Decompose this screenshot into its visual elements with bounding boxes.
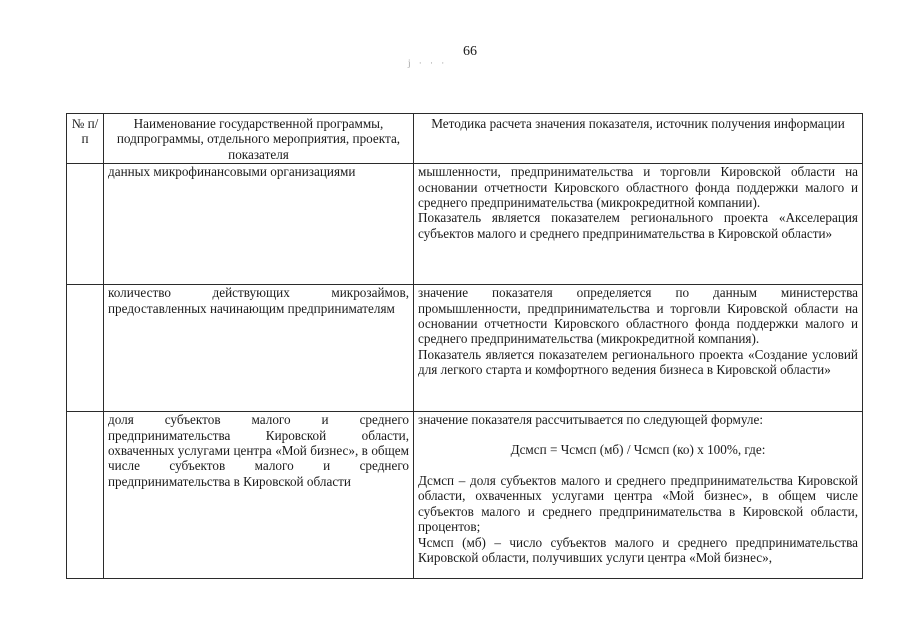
formula: Дсмсп = Чсмсп (мб) / Чсмсп (ко) х 100%, где: xyxy=(510,441,766,457)
methodology-cell xyxy=(414,285,863,412)
header-number: № п/п xyxy=(67,114,104,164)
header-program-name: Наименование государственной программы, подпрограммы, отдельного мероприятия, проекта, показателя xyxy=(104,114,414,164)
methodology-paragraph: Дсмсп – доля субъектов малого и среднего предпринимательства Кировской области, охваченных услугами центра «Мой бизнес», в общем числе субъектов малого и среднего предпринимательства в Кировской области, процентов; xyxy=(418,473,858,535)
indicator-name-cell: количество действующих микрозаймов, предоставленных начинающим предпринимателям xyxy=(104,285,414,412)
indicator-methodology-table xyxy=(66,113,863,579)
header-methodology: Методика расчета значения показателя, источник получения информации xyxy=(414,114,863,164)
table-row xyxy=(67,285,863,412)
indicator-name-cell: доля субъектов малого и среднего предпринимательства Кировской области, охваченных услугами центра «Мой бизнес», в общем числе субъектов малого и среднего предпринимательства в Кировской области xyxy=(104,412,414,579)
table-row xyxy=(67,164,863,285)
methodology-paragraph: мышленности, предпринимательства и торговли Кировской области на основании отчетности Кировского областного фонда поддержки малого и среднего предпринимательства (микрокредитной компании). xyxy=(418,164,858,211)
indicator-name-cell: данных микрофинансовыми организациями xyxy=(104,164,414,285)
page-number: 66 xyxy=(463,44,477,59)
methodology-paragraph: Чсмсп (мб) – число субъектов малого и среднего предпринимательства Кировской области, получивших услуги центра «Мой бизнес», xyxy=(418,534,858,566)
scan-artifact-marks: j · · · xyxy=(408,58,448,68)
row-number-cell xyxy=(67,285,104,412)
table-header-row xyxy=(67,114,863,164)
methodology-paragraph: Показатель является показателем регионального проекта «Создание условий для легкого старта и комфортного ведения бизнеса в Кировской области» xyxy=(418,346,858,378)
methodology-cell xyxy=(414,164,863,285)
methodology-cell xyxy=(414,412,863,579)
table-row xyxy=(67,412,863,579)
row-number-cell xyxy=(67,412,104,579)
methodology-paragraph: Показатель является показателем регионального проекта «Акселерация субъектов малого и среднего предпринимательства в Кировской области» xyxy=(418,210,858,241)
row-number-cell xyxy=(67,164,104,285)
formula-intro: значение показателя рассчитывается по следующей формуле: xyxy=(418,412,764,428)
methodology-paragraph: значение показателя определяется по данным министерства промышленности, предпринимательства и торговли Кировской области на основании отчетности Кировского областного фонда поддержки малого и среднего предпринимательства (микрокредитной компания). xyxy=(418,285,858,347)
